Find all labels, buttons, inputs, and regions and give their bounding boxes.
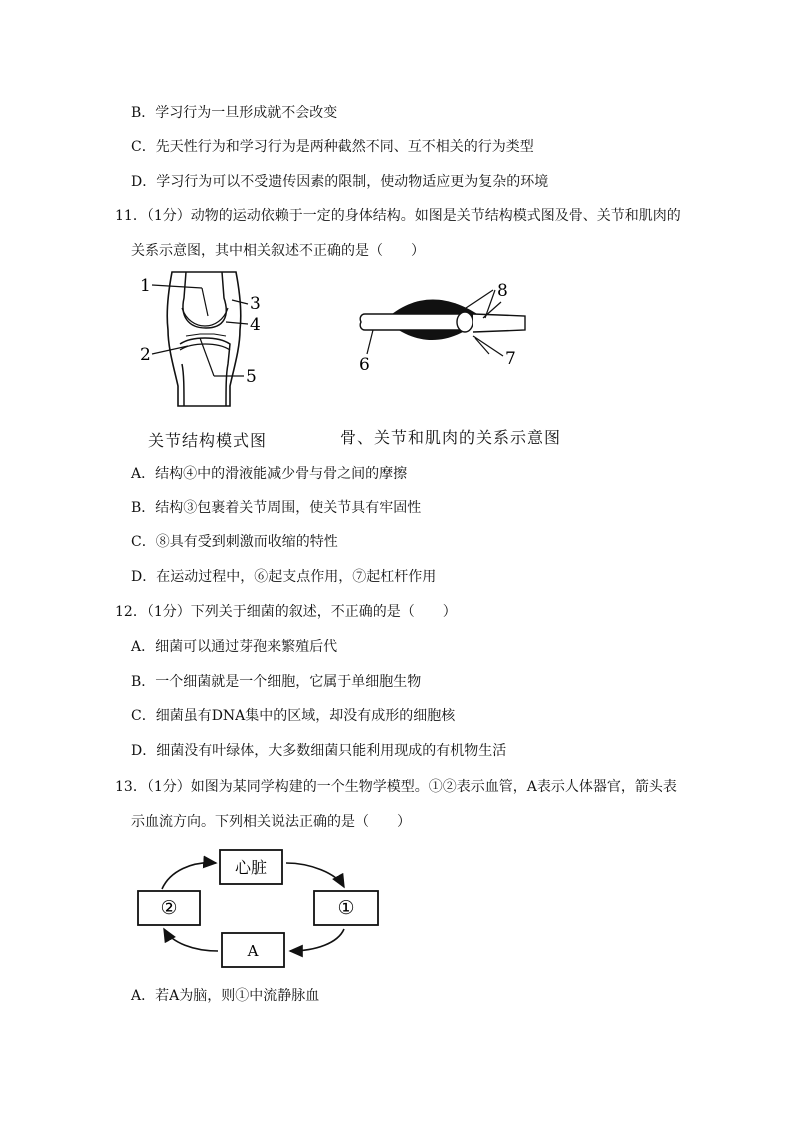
q12-option-d: D．细菌没有叶绿体，大多数细菌只能利用现成的有机物生活 xyxy=(131,743,507,759)
q11-option-c: C．⑧具有受到刺激而收缩的特性 xyxy=(131,534,338,550)
muscle-diagram-caption: 骨、关节和肌肉的关系示意图 xyxy=(340,428,562,447)
q13-stem-line2: 示血流方向。下列相关说法正确的是（ ） xyxy=(131,814,411,830)
muscle-label-7: 7 xyxy=(505,349,516,369)
joint-structure-diagram xyxy=(130,268,280,418)
q12-option-c: C．细菌虽有DNA集中的区域，却没有成形的细胞核 xyxy=(131,708,456,724)
q10-option-d: D．学习行为可以不受遗传因素的限制，使动物适应更为复杂的环境 xyxy=(131,174,549,190)
q11-stem-line1: 11．（1分）动物的运动依赖于一定的身体结构。如图是关节结构模式图及骨、关节和肌肉的 xyxy=(115,208,681,224)
q13-option-a: A．若A为脑，则①中流静脉血 xyxy=(131,988,320,1004)
muscle-label-8: 8 xyxy=(497,281,508,301)
joint-label-1: 1 xyxy=(140,276,151,296)
muscle-label-6: 6 xyxy=(359,355,370,375)
joint-label-4: 4 xyxy=(250,315,261,335)
joint-label-5: 5 xyxy=(246,367,257,387)
q10-option-b: B．学习行为一旦形成就不会改变 xyxy=(131,105,338,121)
q13-stem-line1: 13．（1分）如图为某同学构建的一个生物学模型。①②表示血管，A表示人体器官，箭头表 xyxy=(115,779,677,795)
bone-muscle-diagram xyxy=(355,276,535,376)
q10-option-c: C．先天性行为和学习行为是两种截然不同、互不相关的行为类型 xyxy=(131,139,534,155)
heart-label: 心脏 xyxy=(234,858,268,877)
vessel1-label: ① xyxy=(337,897,355,919)
q12-option-b: B．一个细菌就是一个细胞，它属于单细胞生物 xyxy=(131,674,422,690)
joint-label-2: 2 xyxy=(140,345,151,365)
organ-a-label: A xyxy=(247,942,259,960)
q11-option-d: D．在运动过程中，⑥起支点作用，⑦起杠杆作用 xyxy=(131,569,437,585)
q12-stem: 12．（1分）下列关于细菌的叙述，不正确的是（ ） xyxy=(115,604,457,620)
joint-label-3: 3 xyxy=(250,294,261,314)
q11-stem-line2: 关系示意图，其中相关叙述不正确的是（ ） xyxy=(131,243,425,259)
q11-option-a: A．结构④中的滑液能减少骨与骨之间的摩擦 xyxy=(131,466,408,482)
q12-option-a: A．细菌可以通过芽孢来繁殖后代 xyxy=(131,639,338,655)
q11-option-b: B．结构③包裹着关节周围，使关节具有牢固性 xyxy=(131,500,422,516)
joint-diagram-caption: 关节结构模式图 xyxy=(148,431,268,450)
vessel2-label: ② xyxy=(160,897,178,919)
circulation-model-diagram xyxy=(130,845,390,970)
